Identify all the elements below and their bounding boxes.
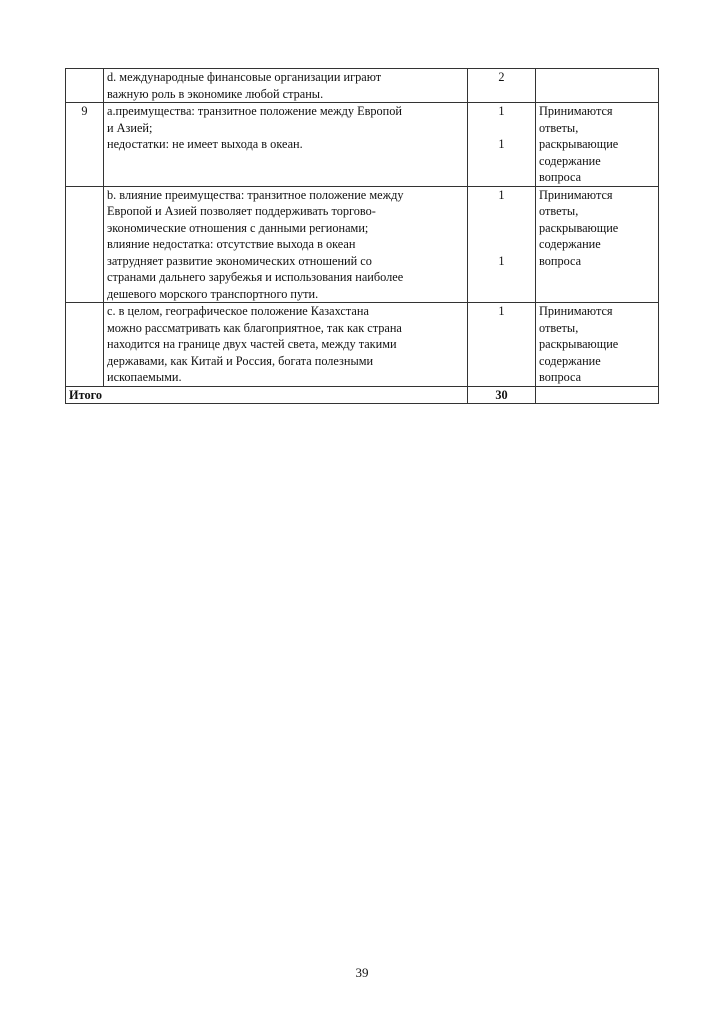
answer-line: c. в целом, географическое положение Казахстана [107,304,369,318]
answer-line: b. влияние преимущества: транзитное положение между [107,187,404,202]
score-value [471,203,532,220]
score-cell [468,186,536,303]
note-line: Принимаются [539,304,613,318]
score-cell [468,303,536,387]
score-value: 1 [498,104,505,118]
note-cell [536,69,659,103]
answer-cell [104,69,468,103]
total-row [66,386,659,404]
answer-line: важную роль в экономике любой страны. [107,86,324,101]
answer-line: державами, как Китай и Россия, богата полезными [107,353,374,368]
question-number [66,303,104,387]
score-value: 1 [498,304,505,318]
note-cell [536,103,659,187]
answer-line: недостатки: не имеет выхода в океан. [107,137,303,151]
answer-line: Европой и Азией позволяет поддерживать торгово- [107,204,376,218]
answer-line: ископаемыми. [107,370,182,384]
score-value: 2 [498,70,505,84]
table-row [66,186,659,303]
score-value [471,236,532,253]
question-number: 9 [66,103,104,187]
answer-line: d. международные финансовые организации играют [107,70,382,84]
grading-table [65,68,659,404]
score-value [471,120,532,137]
note-cell [536,186,659,303]
note-cell [536,303,659,387]
note-line: ответы, [539,120,579,135]
total-note-cell [536,386,659,404]
question-number [66,69,104,103]
grading-table-body [66,69,659,387]
table-row [66,103,659,187]
note-line: раскрывающие [539,220,619,235]
answer-line: и Азией; [107,120,153,135]
answer-line: затрудняет развитие экономических отношений со [107,253,372,268]
answer-line: находится на границе двух частей света, между такими [107,337,397,351]
answer-cell [104,186,468,303]
note-line: Принимаются [539,104,613,118]
answer-line: a.преимущества: транзитное положение между Европой [107,104,402,118]
answer-line: экономические отношения с данными регионами; [107,220,369,235]
note-line: содержание [539,153,601,168]
score-value: 1 [498,187,505,202]
note-line: раскрывающие [539,337,619,351]
answer-line: странами дальнего зарубежья и использования наиболее [107,270,404,284]
note-line: раскрывающие [539,137,619,151]
score-cell [468,103,536,187]
note-line: ответы, [539,320,579,335]
question-number [66,186,104,303]
score-cell [468,69,536,103]
answer-line: дешевого морского транспортного пути. [107,286,319,301]
note-line: содержание [539,237,601,251]
score-value [471,220,532,237]
score-value: 1 [498,137,505,151]
answer-line: влияние недостатка: отсутствие выхода в океан [107,237,356,251]
answer-cell [104,103,468,187]
answer-cell [104,303,468,387]
note-line: ответы, [539,204,579,218]
note-line: вопроса [539,170,582,184]
note-line: вопроса [539,253,582,268]
score-value: 1 [498,253,505,268]
total-value: 30 [468,386,536,404]
page-number: 39 [355,965,369,980]
total-label: Итого [66,386,468,404]
answer-line: можно рассматривать как благоприятное, так как страна [107,320,402,335]
note-line: вопроса [539,370,582,384]
table-row [66,69,659,103]
table-row [66,303,659,387]
note-line: Принимаются [539,187,613,202]
note-line: содержание [539,353,601,368]
